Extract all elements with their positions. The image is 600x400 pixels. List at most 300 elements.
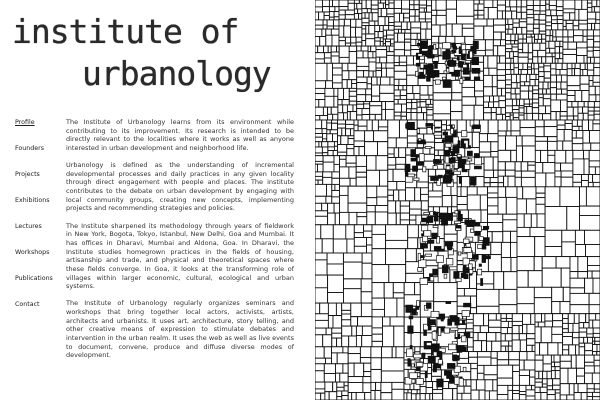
map-block [596,95,600,102]
map-block [388,201,396,213]
map-block [513,19,519,23]
map-block [594,384,600,389]
nav-item-lectures[interactable]: Lectures [15,223,42,230]
map-block [315,29,322,36]
map-block [418,139,421,141]
map-block [381,371,404,382]
map-block [392,382,404,389]
map-block [332,338,337,347]
map-block [315,107,323,115]
map-block [428,169,435,176]
map-block [535,371,539,379]
map-block [424,113,427,120]
map-block [462,87,475,96]
map-block [354,147,359,156]
map-block [549,0,556,6]
map-block [568,30,574,37]
map-block [427,0,432,6]
map-block [462,336,467,342]
map-block [528,43,532,53]
map-block [404,333,411,347]
map-block [474,154,479,158]
map-block [394,148,399,158]
map-block [520,128,535,136]
map-block [587,0,592,3]
map-block [354,9,357,14]
map-block [506,58,511,63]
map-block [566,24,573,30]
map-block [357,77,367,83]
map-block [539,371,543,379]
map-block [595,167,600,175]
map-block [485,380,493,391]
map-block [557,89,562,94]
map-block [560,116,567,120]
map-block [596,314,600,321]
map-block [356,336,361,347]
map-block [595,23,600,30]
map-block [555,41,560,46]
map-block [333,151,337,156]
map-block [538,57,542,64]
map-block [478,10,484,15]
nav-item-publications[interactable]: Publications [15,275,53,282]
map-block [479,142,490,152]
map-block [557,130,564,142]
map-block [334,203,339,213]
map-block [462,131,467,137]
map-block [593,182,600,186]
map-block [443,132,448,135]
map-block [351,19,356,27]
map-block [593,82,600,86]
map-block [563,319,569,324]
map-block [343,105,348,113]
map-block [394,13,399,22]
map-block [546,106,551,114]
map-block [455,330,457,337]
map-block [386,249,406,265]
map-block [560,361,571,368]
map-block [380,38,383,42]
map-block [378,3,383,8]
map-block [561,75,567,82]
map-block [567,102,572,108]
map-block [560,47,563,53]
map-block [573,175,582,183]
map-block [546,10,551,16]
map-block [535,163,543,174]
map-block [318,164,324,172]
map-block [477,306,499,313]
map-block [362,34,366,41]
map-block [440,156,443,160]
map-block [516,136,522,146]
map-block [354,125,358,131]
map-block [334,88,338,96]
map-block [333,114,338,120]
map-block [540,0,546,6]
map-block [315,347,324,358]
map-block [543,89,547,94]
map-block [404,18,410,22]
map-block [338,105,343,113]
map-block [354,14,358,20]
map-block [510,63,514,69]
map-block [356,27,362,37]
nav-item-profile[interactable]: Profile [15,119,35,126]
map-block [540,387,547,392]
nav-item-projects[interactable]: Projects [15,171,40,178]
map-block [408,238,418,249]
map-block [562,89,568,94]
map-block [329,12,334,18]
nav-item-contact[interactable]: Contact [15,301,40,308]
map-block [542,314,545,323]
map-block [494,170,499,178]
map-block [485,50,493,56]
map-block [315,358,326,364]
map-block [519,115,524,120]
map-block [342,63,348,71]
map-block [555,47,559,53]
map-block [499,305,517,314]
map-block [587,328,593,334]
map-block [457,16,474,24]
map-block [349,96,356,101]
map-block [455,317,459,325]
map-block [542,34,546,39]
map-block [471,390,479,400]
map-block [403,86,407,90]
map-block [414,354,422,358]
map-block [428,356,435,363]
map-block [411,22,421,28]
map-block [369,71,373,77]
map-block [510,0,517,7]
map-block [491,358,497,365]
map-block [467,220,475,227]
map-block [445,156,449,163]
map-block [413,86,420,94]
map-block [433,126,435,134]
map-block [461,44,465,49]
map-block [520,120,535,128]
map-block [520,340,526,352]
map-block [560,70,567,76]
map-block [345,37,350,43]
map-block [593,278,600,293]
map-block [538,50,546,56]
map-block [562,230,576,242]
map-block [498,183,503,187]
map-block [410,215,416,220]
map-block [405,33,411,39]
map-block [322,29,326,36]
map-block [424,231,431,237]
map-block [457,386,464,393]
map-block [497,5,505,11]
nav-item-exhibitions[interactable]: Exhibitions [15,197,50,204]
map-block [477,269,481,275]
map-block [483,256,491,259]
map-block [357,66,369,70]
map-block [315,147,322,153]
map-block [321,393,325,400]
map-block [530,227,545,236]
map-block [586,187,600,206]
nav-item-workshops[interactable]: Workshops [15,249,50,256]
map-block [593,333,600,337]
map-block [503,220,517,232]
map-block [480,195,487,210]
map-block [535,150,540,162]
map-block [439,36,446,43]
map-block [594,42,600,47]
map-block [524,360,535,370]
map-block [345,15,354,20]
map-block [479,134,487,142]
map-block [548,155,555,162]
map-block [466,380,471,386]
map-block [388,195,394,201]
map-block [356,166,366,172]
map-block [446,9,456,24]
map-block [508,29,513,34]
map-block [585,278,593,293]
map-block [328,203,335,213]
map-block [362,41,366,47]
map-block [563,332,573,336]
map-block [425,394,430,400]
map-block [534,287,551,297]
map-block [530,74,536,79]
map-block [339,15,345,19]
map-block [578,113,583,120]
map-block [498,131,506,136]
map-block [504,176,508,187]
map-block [416,394,420,400]
map-block [388,165,396,169]
map-block [547,386,552,390]
map-block [367,206,376,212]
map-block [333,63,343,68]
map-block [594,107,600,111]
map-block [426,303,431,309]
map-block [333,382,337,392]
map-block [371,5,378,9]
map-block [538,34,541,39]
map-block [315,134,323,138]
map-block [315,120,322,129]
map-block [517,0,522,7]
map-block [332,120,338,123]
map-block [427,240,434,243]
map-block [489,314,497,321]
map-block [437,10,447,15]
map-block [474,105,483,120]
map-block [415,10,419,17]
map-block [351,303,362,317]
map-block [344,386,348,391]
map-block [388,154,394,158]
map-block [385,298,397,317]
map-block [375,212,388,225]
map-block [534,298,551,314]
map-block [545,321,553,327]
map-block [538,322,545,327]
nav-item-founders[interactable]: Founders [15,145,44,152]
map-block [445,143,451,147]
map-block [386,5,389,9]
map-block [326,328,332,335]
map-block [337,338,342,347]
map-block [494,102,499,108]
map-block [425,254,431,256]
map-block [567,76,580,86]
map-block [358,120,367,126]
map-block [327,26,333,29]
map-block [563,323,569,328]
map-block [543,82,548,89]
map-block [506,63,511,69]
map-block [427,6,432,12]
map-block [371,382,376,390]
map-block [517,187,523,199]
map-block [578,257,588,272]
map-block [589,76,593,81]
map-block [447,126,451,130]
map-block [420,278,428,284]
map-block [563,49,577,54]
map-block [535,173,546,187]
map-block [315,94,325,100]
map-block [512,44,518,47]
map-block [474,226,482,231]
map-block [591,57,595,63]
map-block [443,382,449,389]
map-block [498,120,507,131]
map-block [434,132,442,135]
map-block [407,122,415,129]
map-block [315,393,321,400]
map-block [488,214,503,222]
map-block [352,84,357,89]
map-block [551,10,557,16]
map-block [578,384,587,393]
map-block [348,136,354,139]
map-block [336,303,341,315]
map-block [477,352,491,358]
map-block [315,225,321,239]
map-block [464,303,471,307]
map-block [556,7,563,11]
map-block [463,367,466,371]
map-block [546,26,552,30]
map-block [432,10,437,15]
map-block [462,393,471,400]
map-block [588,115,594,120]
map-block [464,248,472,253]
map-block [509,25,513,30]
map-block [419,8,424,12]
map-block [497,0,505,5]
map-block [533,11,540,15]
map-block [328,151,333,156]
map-block [582,181,589,187]
map-block [572,120,577,126]
map-block [520,74,526,82]
map-block [526,199,536,214]
map-block [594,360,600,366]
map-block [328,147,335,151]
map-block [349,71,357,80]
map-block [519,385,526,391]
map-block [461,144,465,148]
map-block [361,279,372,292]
map-block [583,113,588,120]
map-block [352,326,357,336]
map-block [541,150,548,162]
map-block [372,334,383,341]
map-block [535,327,541,343]
map-block [332,347,343,353]
map-block [437,161,441,164]
map-block [507,328,512,334]
map-block [533,28,539,34]
map-block [596,20,600,24]
map-block [422,107,427,112]
map-block [327,184,332,196]
map-block [587,39,593,47]
map-block [513,394,520,400]
map-block [333,239,347,253]
map-block [526,385,532,390]
map-block [519,63,523,69]
map-block [501,346,506,352]
map-block [315,389,325,393]
logo[interactable] [12,14,302,100]
map-block [394,79,399,85]
map-block [563,13,570,20]
map-block [491,152,498,158]
map-block [343,364,348,373]
map-block [533,86,539,90]
map-block [389,26,395,31]
map-block [338,128,342,136]
map-block [596,12,600,20]
map-block [589,314,596,321]
map-block [420,95,429,99]
map-block [376,156,388,171]
map-block [420,394,425,400]
map-block [563,350,569,355]
map-block [540,11,546,14]
map-block [381,9,387,17]
map-block [418,75,425,79]
map-block [436,15,446,25]
map-block [563,20,566,26]
map-block [517,237,535,257]
map-block [323,156,334,163]
map-block [328,46,331,53]
map-block [417,182,429,188]
map-block [572,138,583,144]
map-block [326,196,332,203]
map-block [484,26,494,40]
map-block [578,102,584,107]
map-block [399,79,407,85]
